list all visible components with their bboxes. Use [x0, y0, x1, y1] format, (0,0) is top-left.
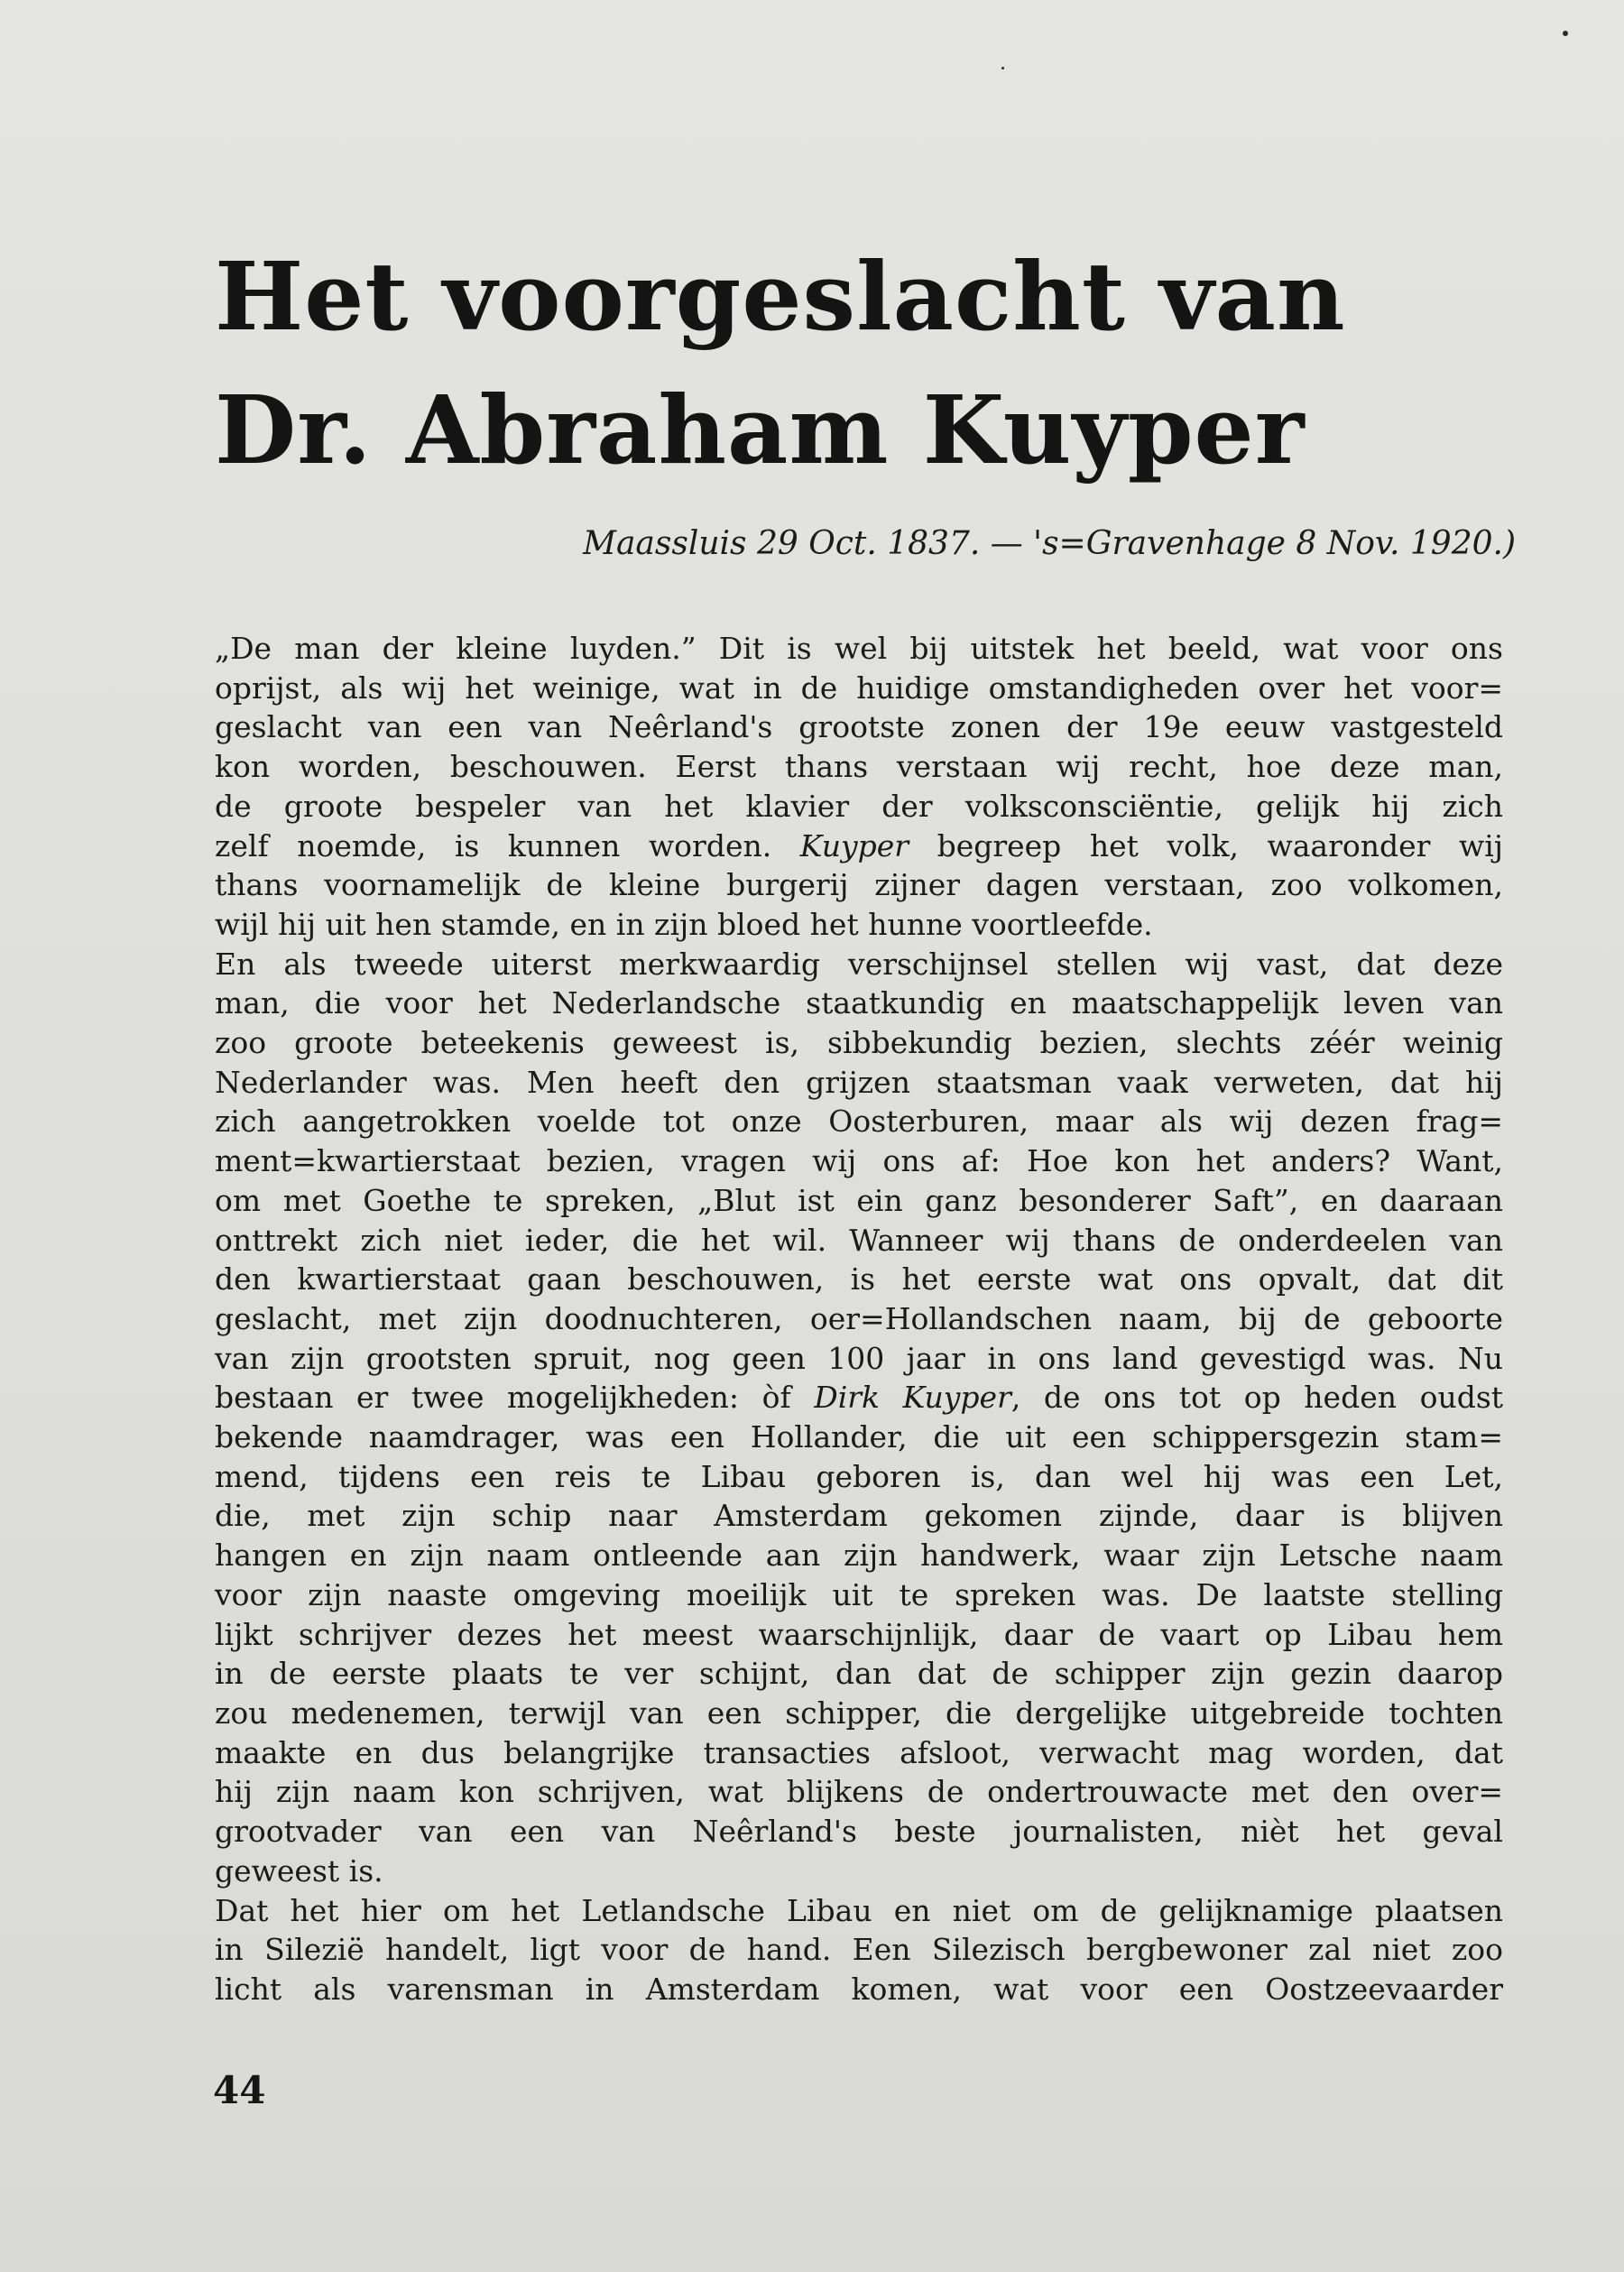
- text-line: zelf noemde, is kunnen worden. Kuyper begreep het volk, waaronder wij: [215, 827, 1503, 864]
- text-line: bekende naamdrager, was een Hollander, die uit een schippersgezin stam=: [215, 1419, 1503, 1455]
- article-body: [215, 629, 1503, 2009]
- title-line-2: Dr. Abraham Kuyper: [215, 374, 1306, 485]
- text-line: grootvader van een van Neêrland's beste journalisten, nièt het geval: [215, 1814, 1503, 1850]
- text-line: ment=kwartierstaat bezien, vragen wij ons af: Hoe kon het anders? Want,: [215, 1143, 1503, 1179]
- text-line: in Silezië handelt, ligt voor de hand. Een Silezisch bergbewoner zal niet zoo: [215, 1932, 1503, 1968]
- title-line-1: Het voorgeslacht van: [215, 241, 1346, 352]
- text-line: zou medenemen, terwijl van een schipper, die dergelijke uitgebreide tochten: [215, 1695, 1503, 1731]
- italic-name: Kuyper: [799, 827, 909, 864]
- text-line: in de eerste plaats te ver schijnt, dan dat de schipper zijn gezin daarop: [215, 1656, 1503, 1692]
- text-line: lijkt schrijver dezes het meest waarschijnlijk, daar de vaart op Libau hem: [215, 1616, 1503, 1652]
- article-subtitle-dates: Maassluis 29 Oct. 1837. — 's=Gravenhage 8 Nov. 1920.): [583, 525, 1516, 562]
- text-line: En als tweede uiterst merkwaardig verschijnsel stellen wij vast, dat deze: [215, 946, 1503, 982]
- text-line: van zijn grootsten spruit, nog geen 100 jaar in ons land gevestigd was. Nu: [215, 1340, 1503, 1376]
- text-line: wijl hij uit hen stamde, en in zijn bloed het hunne voortleefde.: [215, 906, 1153, 942]
- text-line: zoo groote beteekenis geweest is, sibbekundig bezien, slechts zéér weinig: [215, 1025, 1503, 1061]
- text-line: geslacht, met zijn doodnuchteren, oer=Hollandschen naam, bij de geboorte: [215, 1300, 1503, 1336]
- body-paragraph: [215, 629, 1503, 945]
- text-line: thans voornamelijk de kleine burgerij zijner dagen verstaan, zoo volkomen,: [215, 867, 1503, 903]
- text-line: Dat het hier om het Letlandsche Libau en niet om de gelijknamige plaatsen: [215, 1892, 1503, 1928]
- text-line: die, met zijn schip naar Amsterdam gekomen zijnde, daar is blijven: [215, 1498, 1503, 1534]
- page-number: 44: [213, 2068, 266, 2112]
- text-line: licht als varensman in Amsterdam komen, wat voor een Oostzeevaarder: [215, 1971, 1503, 2007]
- text-line: den kwartierstaat gaan beschouwen, is het eerste wat ons opvalt, dat dit: [215, 1261, 1503, 1298]
- italic-name: Dirk Kuyper: [814, 1380, 1011, 1416]
- text-line: hij zijn naam kon schrijven, wat blijkens de ondertrouwacte met den over=: [215, 1774, 1503, 1810]
- text-line: bestaan er twee mogelijkheden: òf Dirk Kuyper, de ons tot op heden oudst: [215, 1380, 1504, 1416]
- text-line: hangen en zijn naam ontleende aan zijn handwerk, waar zijn Letsche naam: [215, 1538, 1503, 1574]
- article-title: [215, 230, 1346, 497]
- text-line: de groote bespeler van het klavier der volksconsciëntie, gelijk hij zich: [215, 788, 1503, 824]
- text-line: maakte en dus belangrijke transacties afsloot, verwacht mag worden, dat: [215, 1734, 1503, 1770]
- text-line: geslacht van een van Neêrland's grootste zonen der 19e eeuw vastgesteld: [215, 709, 1503, 745]
- text-line: onttrekt zich niet ieder, die het wil. Wanneer wij thans de onderdeelen van: [215, 1222, 1503, 1258]
- text-line: mend, tijdens een reis te Libau geboren is, dan wel hij was een Let,: [215, 1458, 1503, 1494]
- text-line: zich aangetrokken voelde tot onze Oosterburen, maar als wij dezen frag=: [215, 1104, 1503, 1140]
- text-line: om met Goethe te spreken, „Blut ist ein ganz besonderer Saft”, en daaraan: [215, 1182, 1503, 1218]
- text-line: Nederlander was. Men heeft den grijzen staatsman vaak verweten, dat hij: [215, 1064, 1503, 1100]
- text-line: kon worden, beschouwen. Eerst thans verstaan wij recht, hoe deze man,: [215, 749, 1503, 785]
- text-line: voor zijn naaste omgeving moeilijk uit te spreken was. De laatste stelling: [215, 1576, 1503, 1612]
- ink-speck: [1563, 31, 1568, 36]
- text-line: geweest is.: [215, 1852, 383, 1889]
- ink-speck: [1001, 67, 1004, 69]
- text-line: man, die voor het Nederlandsche staatkundig en maatschappelijk leven van: [215, 985, 1503, 1021]
- text-line: oprijst, als wij het weinige, wat in de huidige omstandigheden over het voor=: [215, 670, 1503, 706]
- body-paragraph: [215, 1891, 1503, 2009]
- body-paragraph: [215, 945, 1503, 1891]
- text-line: „De man der kleine luyden.” Dit is wel bij uitstek het beeld, wat voor ons: [215, 631, 1503, 666]
